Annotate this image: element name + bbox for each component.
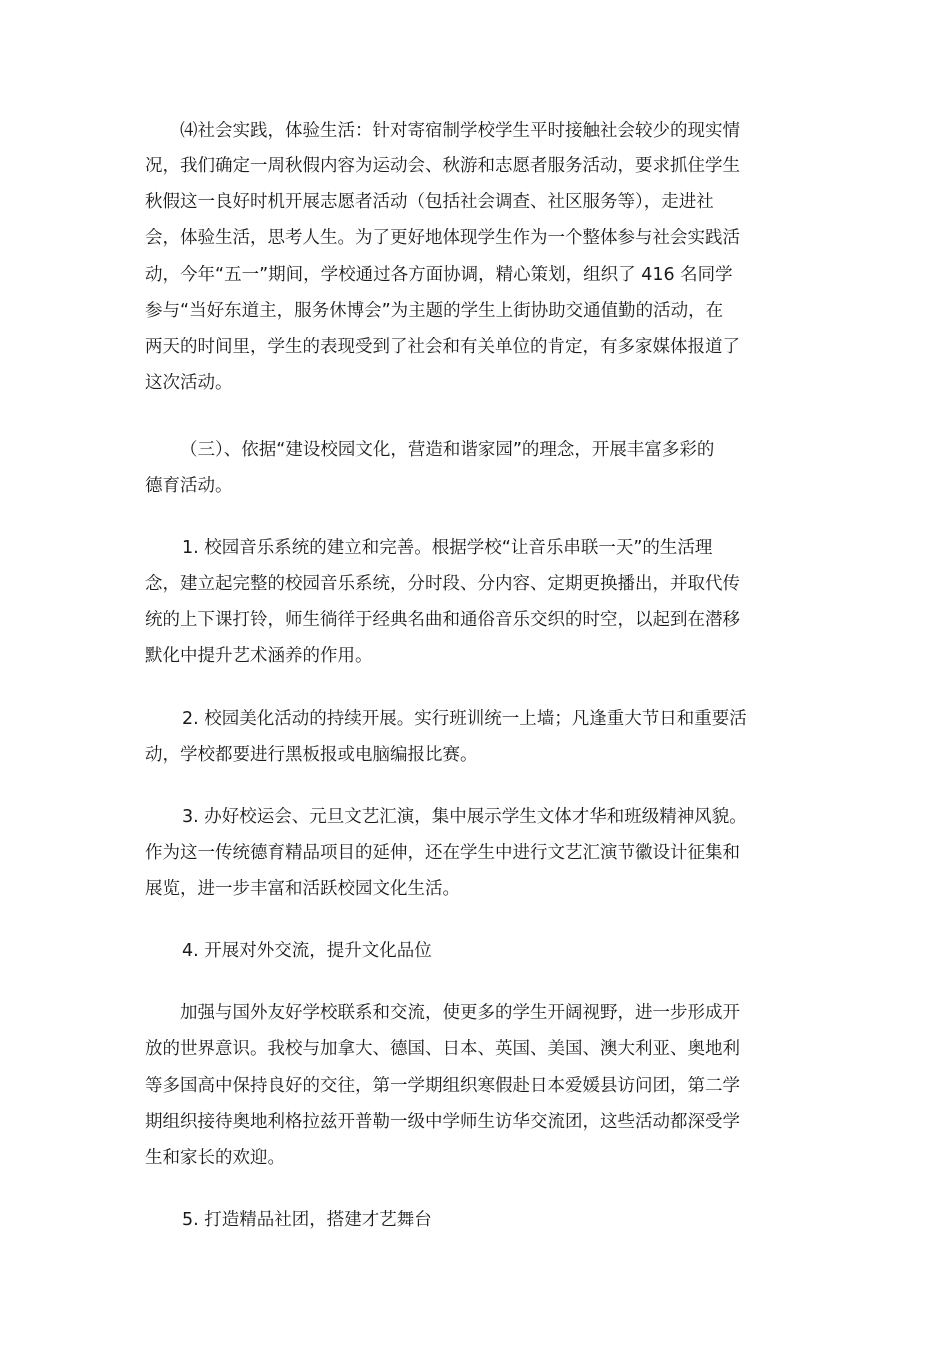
text-line: 作为这一传统德育精品项目的延伸，还在学生中进行文艺汇演节徽设计征集和 bbox=[145, 843, 740, 863]
text-line: 生和家长的欢迎。 bbox=[145, 1148, 285, 1168]
text-line: 3. 办好校运会、元旦文艺汇演，集中展示学生文体才华和班级精神风貌。 bbox=[182, 807, 747, 827]
text-line: 念，建立起完整的校园音乐系统，分时段、分内容、定期更换播出，并取代传 bbox=[145, 574, 740, 594]
text-line: 统的上下课打铃，师生徜徉于经典名曲和通俗音乐交织的时空，以起到在潜移 bbox=[145, 610, 740, 630]
text-line: 动，学校都要进行黑板报或电脑编报比赛。 bbox=[145, 745, 478, 765]
text-line: （三）、依据“建设校园文化，营造和谐家园”的理念，开展丰富多彩的 bbox=[180, 440, 715, 460]
text-line: 参与“当好东道主，服务休博会”为主题的学生上街协助交通值勤的活动，在 bbox=[145, 301, 724, 321]
text-line: 放的世界意识。我校与加拿大、德国、日本、英国、美国、澳大利亚、奥地利 bbox=[145, 1039, 740, 1059]
text-line: 两天的时间里，学生的表现受到了社会和有关单位的肯定，有多家媒体报道了 bbox=[145, 337, 740, 357]
text-line: 等多国高中保持良好的交往，第一学期组织寒假赴日本爱媛县访问团，第二学 bbox=[145, 1076, 740, 1096]
text-line: 动，今年“五一”期间，学校通过各方面协调，精心策划，组织了 416 名同学 bbox=[145, 265, 733, 285]
text-line: 2. 校园美化活动的持续开展。实行班训统一上墙；凡逢重大节日和重要活 bbox=[182, 709, 747, 729]
text-line: 秋假这一良好时机开展志愿者活动（包括社会调查、社区服务等），走进社 bbox=[145, 192, 714, 212]
text-line: ⑷社会实践，体验生活：针对寄宿制学校学生平时接触社会较少的现实情 bbox=[180, 121, 740, 141]
text-line: 德育活动。 bbox=[145, 476, 233, 496]
text-line: 况，我们确定一周秋假内容为运动会、秋游和志愿者服务活动，要求抓住学生 bbox=[145, 156, 740, 176]
text-line: 会，体验生活，思考人生。为了更好地体现学生作为一个整体参与社会实践活 bbox=[145, 228, 740, 248]
text-line: 这次活动。 bbox=[145, 373, 233, 393]
text-line: 1. 校园音乐系统的建立和完善。根据学校“让音乐串联一天”的生活理 bbox=[182, 538, 713, 558]
text-line: 默化中提升艺术涵养的作用。 bbox=[145, 646, 373, 666]
text-line: 4. 开展对外交流，提升文化品位 bbox=[182, 941, 432, 961]
text-line: 期组织接待奥地利格拉兹开普勒一级中学师生访华交流团，这些活动都深受学 bbox=[145, 1112, 740, 1132]
text-line: 5. 打造精品社团，搭建才艺舞台 bbox=[182, 1210, 432, 1230]
text-line: 展览，进一步丰富和活跃校园文化生活。 bbox=[145, 879, 460, 899]
text-line: 加强与国外友好学校联系和交流，使更多的学生开阔视野，进一步形成开 bbox=[180, 1003, 740, 1023]
